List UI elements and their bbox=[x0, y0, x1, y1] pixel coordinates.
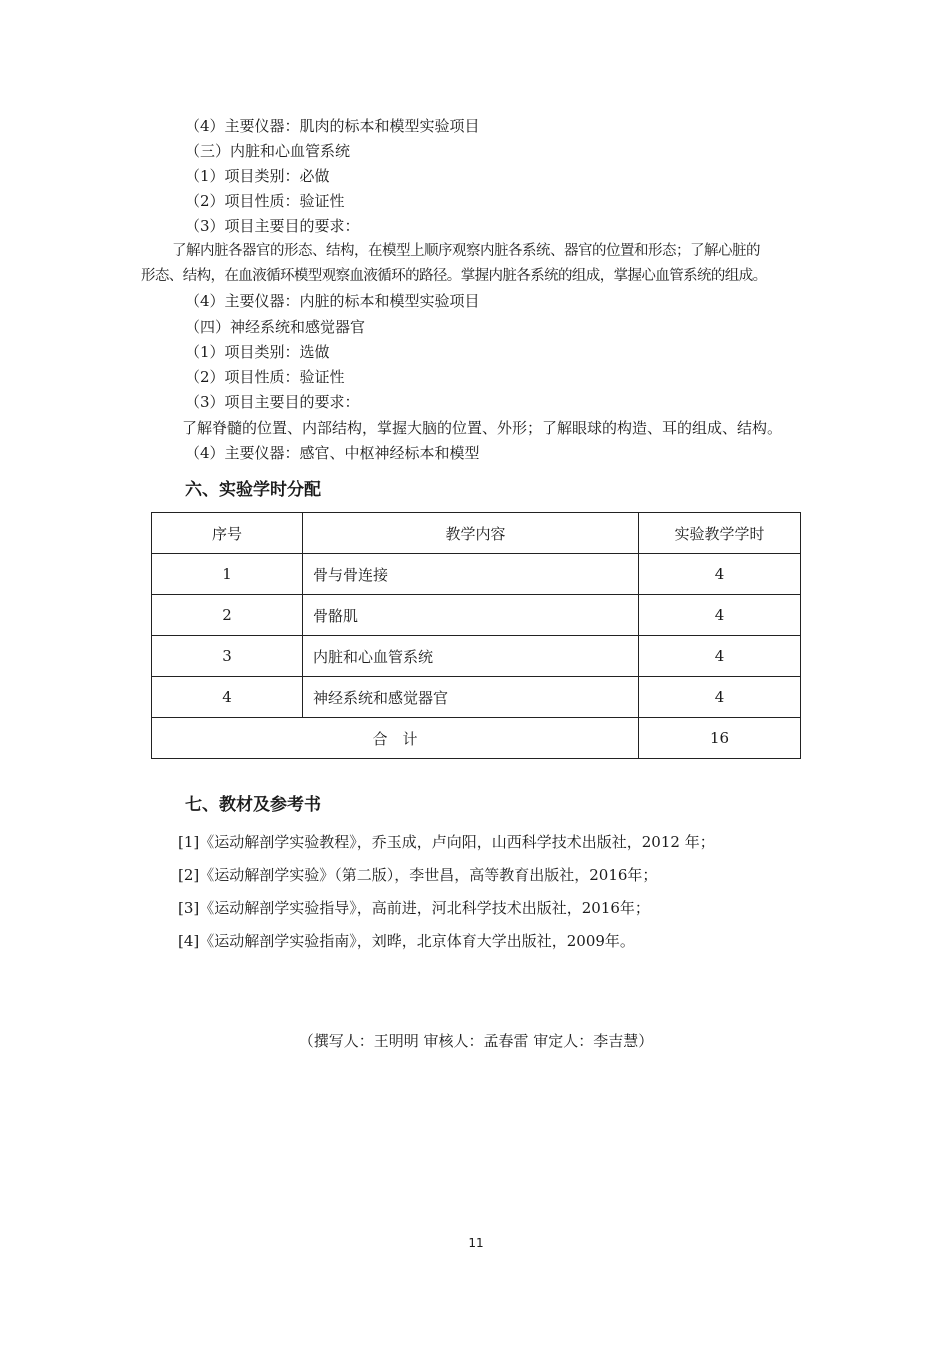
text-line: （2）项目性质：验证性 bbox=[185, 368, 345, 386]
header-cell: 教学内容 bbox=[303, 513, 639, 554]
table-cell: 骨与骨连接 bbox=[303, 554, 639, 595]
text-line: （4）主要仪器：内脏的标本和模型实验项目 bbox=[185, 292, 480, 310]
text-line: （3）项目主要目的要求： bbox=[185, 217, 360, 235]
total-label: 合 计 bbox=[152, 718, 639, 759]
table-row bbox=[152, 595, 801, 636]
text-line: （1）项目类别：选做 bbox=[185, 343, 330, 361]
total-value: 16 bbox=[639, 718, 801, 759]
table-cell: 1 bbox=[152, 554, 303, 595]
table-cell: 4 bbox=[639, 595, 801, 636]
reference-item: [4]《运动解剖学实验指南》，刘晔，北京体育大学出版社，2009年。 bbox=[178, 932, 635, 950]
text-line: （2）项目性质：验证性 bbox=[185, 192, 345, 210]
text-line: 了解脊髓的位置、内部结构，掌握大脑的位置、外形；了解眼球的构造、耳的组成、结构。 bbox=[182, 419, 783, 437]
text-line: （1）项目类别：必做 bbox=[185, 167, 330, 185]
credits-line: （撰写人：王明明 审核人：孟春雷 审定人：李吉慧） bbox=[298, 1032, 654, 1050]
table-row bbox=[152, 554, 801, 595]
text-line: （4）主要仪器：感官、中枢神经标本和模型 bbox=[185, 444, 480, 462]
table-header-row bbox=[152, 513, 801, 554]
hours-table bbox=[151, 512, 801, 759]
text-line: 了解内脏各器官的形态、结构，在模型上顺序观察内脏各系统、器官的位置和形态；了解心脏的 bbox=[172, 243, 760, 259]
subsection-title: （三）内脏和心血管系统 bbox=[185, 142, 351, 160]
table-cell: 3 bbox=[152, 636, 303, 677]
table-cell: 4 bbox=[639, 636, 801, 677]
reference-item: [3]《运动解剖学实验指导》，高前进，河北科学技术出版社，2016年； bbox=[178, 899, 650, 917]
table-cell: 2 bbox=[152, 595, 303, 636]
section-heading: 六、实验学时分配 bbox=[185, 480, 321, 500]
table-cell: 4 bbox=[639, 554, 801, 595]
subsection-title: （四）神经系统和感觉器官 bbox=[185, 318, 366, 336]
reference-item: [1]《运动解剖学实验教程》，乔玉成，卢向阳，山西科学技术出版社，2012 年； bbox=[178, 833, 715, 851]
table-total-row bbox=[152, 718, 801, 759]
table-cell: 神经系统和感觉器官 bbox=[303, 677, 639, 718]
section-heading: 七、教材及参考书 bbox=[185, 795, 321, 815]
table-cell: 内脏和心血管系统 bbox=[303, 636, 639, 677]
reference-item: [2]《运动解剖学实验》（第二版），李世昌，高等教育出版社，2016年； bbox=[178, 866, 658, 884]
text-line: 形态、结构，在血液循环模型观察血液循环的路径。掌握内脏各系统的组成，掌握心血管系统的组成。 bbox=[141, 268, 767, 284]
table-row bbox=[152, 636, 801, 677]
table-cell: 4 bbox=[152, 677, 303, 718]
header-cell: 实验教学学时 bbox=[639, 513, 801, 554]
table-cell: 骨骼肌 bbox=[303, 595, 639, 636]
text-line: （4）主要仪器：肌肉的标本和模型实验项目 bbox=[185, 117, 480, 135]
table-cell: 4 bbox=[639, 677, 801, 718]
table-row bbox=[152, 677, 801, 718]
text-line: （3）项目主要目的要求： bbox=[185, 393, 360, 411]
header-cell: 序号 bbox=[152, 513, 303, 554]
page-number: 11 bbox=[468, 1236, 484, 1250]
